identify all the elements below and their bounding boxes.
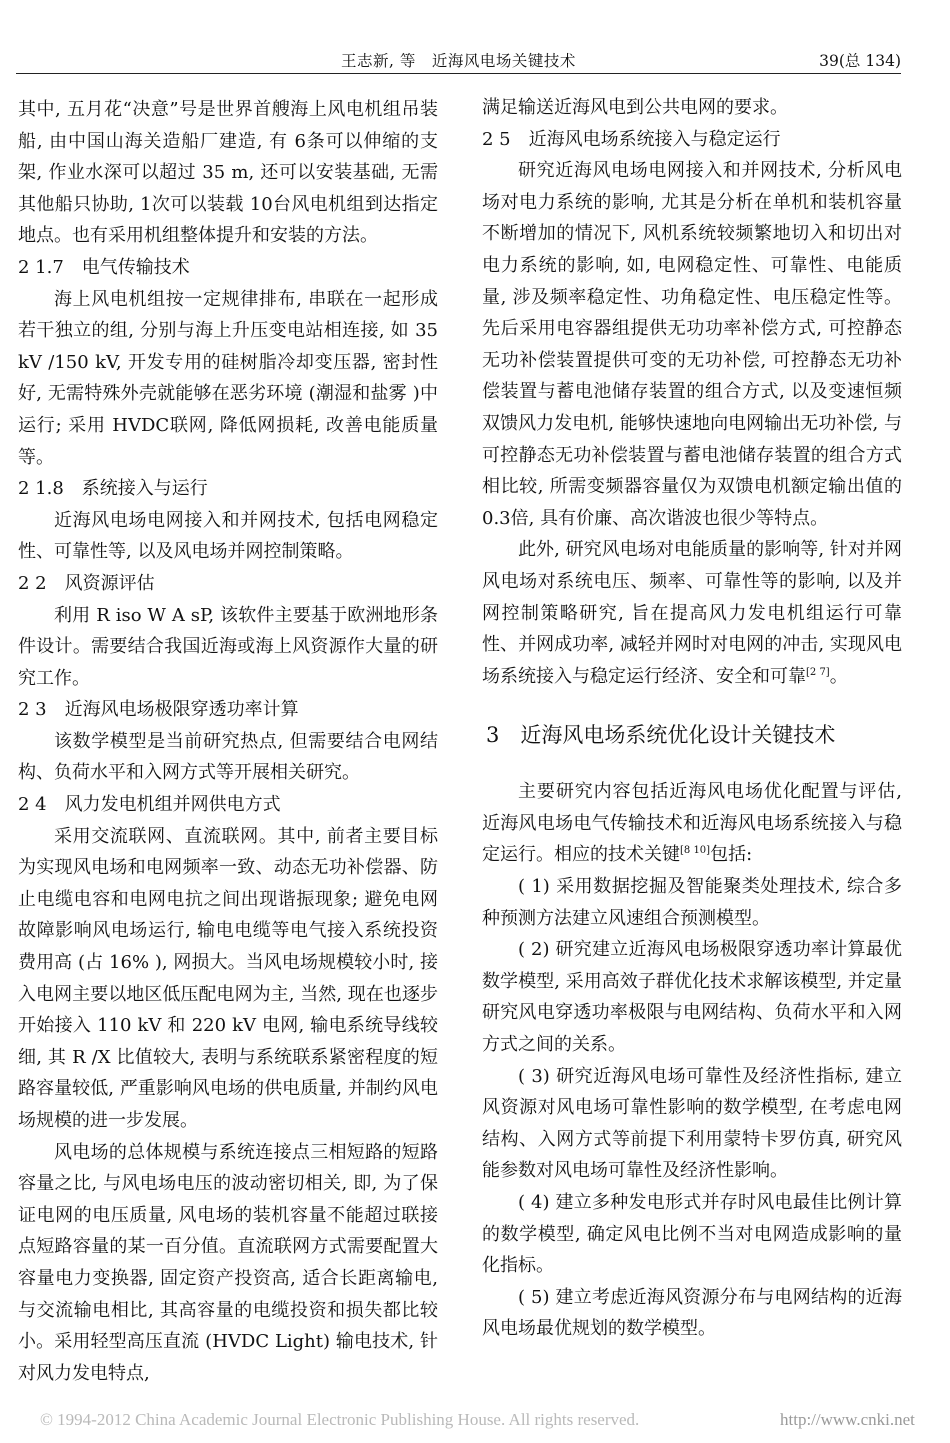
citation: [8 10] bbox=[680, 845, 711, 857]
paragraph-end: 。 bbox=[829, 665, 848, 687]
section-heading-2-2: 2 2 风资源评估 bbox=[18, 572, 155, 594]
section-heading-2-1-8: 2 1.8 系统接入与运行 bbox=[18, 478, 208, 500]
citation: [2 7] bbox=[806, 666, 830, 678]
paragraph: 风电场的总体规模与系统连接点三相短路的短路容量之比, 与风电场电压的波动密切相关, 即, 为了保证电网的电压质量, 风电场的装机容量不能超过联接点短路容量的某一百分值。直流联网方式需要配置大容量电力变换器, 固定资产投资高, 适合长距离输电, 与交流输电相比, 其高容量的电缆投资和损失都比较小。采用轻型高压直流 (HVDC Light) 输电技术, 针对风力发电特点, bbox=[18, 1141, 438, 1384]
paragraph-text: 此外, 研究风电场对电能质量的影响等, 针对并网风电场对系统电压、频率、可靠性等的影响, 以及并网控制策略研究, 旨在提高风力发电机组运行可靠性、并网成功率, 减轻并网时对电网的冲击, 实现风电场系统接入与稳定运行经济、安全和可靠 bbox=[482, 539, 902, 687]
right-column bbox=[482, 92, 902, 1345]
paragraph: 满足输送近海风电到公共电网的要求。 bbox=[482, 97, 788, 118]
list-item-1: ( 1) 采用数据挖掘及智能聚类处理技术, 综合多种预测方法建立风速组合预测模型。 bbox=[482, 876, 902, 929]
paragraph: 研究近海风电场电网接入和并网技术, 分析风电场对电力系统的影响, 尤其是分析在单机和装机容量不断增加的情况下, 风机系统较频繁地切入和切出对电力系统的影响, 如, 电网稳定性、可靠性、电能质量, 涉及频率稳定性、功角稳定性、电压稳定性等。先后采用电容器组提供无功功率补偿方式, 可控静态无功补偿装置提供可变的无功补偿, 可控静态无功补偿装置与蓄电池储存装置的组合方式, 以及变速恒频双馈风力发电机, 能够快速地向电网输出无功补偿, 与可控静态无功补偿装置与蓄电池储存装置的组合方式相比较, 所需变频器容量仅为双馈电机额定输出值的 0.3倍, 具有价廉、高次谐波也很少等特点。 bbox=[482, 160, 902, 529]
copyright-text: © 1994-2012 China Academic Journal Electronic Publishing House. All rights reserved. bbox=[40, 1410, 640, 1429]
section-heading-3: 3 近海风电场系统优化设计关键技术 bbox=[486, 723, 836, 748]
page-number: 39(总 134) bbox=[819, 52, 901, 70]
paragraph-end: 包括: bbox=[710, 844, 753, 866]
list-item-3: ( 3) 研究近海风电场可靠性及经济性指标, 建立风资源对风电场可靠性影响的数学模型, 在考虑电网结构、入网方式等前提下利用蒙特卡罗仿真, 研究风能参数对风电场可靠性及经济性影响。 bbox=[482, 1065, 902, 1182]
paragraph: 海上风电机组按一定规律排布, 串联在一起形成若干独立的组, 分别与海上升压变电站相连接, 如 35 kV /150 kV, 开发专用的硅树脂冷却变压器, 密封性好, 无需特殊外壳就能够在恶劣环境 (潮湿和盐雾 )中运行; 采用 HVDC联网, 降低网损耗, 改善电能质量等。 bbox=[18, 288, 438, 468]
page-header bbox=[16, 45, 901, 74]
paragraph-text: 主要研究内容包括近海风电场优化配置与评估, 近海风电场电气传输技术和近海风电场系统接入与稳定运行。相应的技术关键 bbox=[482, 781, 902, 866]
section-heading-2-3: 2 3 近海风电场极限穿透功率计算 bbox=[18, 699, 299, 721]
list-item-2: ( 2) 研究建立近海风电场极限穿透功率计算最优数学模型, 采用高效子群优化技术求解该模型, 并定量研究风电穿透功率极限与电网结构、负荷水平和入网方式之间的关系。 bbox=[482, 939, 902, 1056]
paragraph bbox=[482, 534, 902, 692]
cnki-url: http://www.cnki.net bbox=[780, 1410, 915, 1429]
copyright-footer bbox=[40, 1410, 950, 1430]
section-heading-2-5: 2 5 近海风电场系统接入与稳定运行 bbox=[482, 128, 781, 150]
section-heading-2-1-7: 2 1.7 电气传输技术 bbox=[18, 256, 190, 278]
paragraph: 其中, 五月花“决意”号是世界首艘海上风电机组吊装船, 由中国山海关造船厂建造, 有 6条可以伸缩的支架, 作业水深可以超过 35 m, 还可以安装基础, 无需其他船只协助, 1次可以装载 10台风电机组到达指定地点。也有采用机组整体提升和安装的方法。 bbox=[18, 99, 438, 247]
list-item-4: ( 4) 建立多种发电形式并存时风电最佳比例计算的数学模型, 确定风电比例不当对电网造成影响的量化指标。 bbox=[482, 1192, 902, 1277]
list-item-5: ( 5) 建立考虑近海风资源分布与电网结构的近海风电场最优规划的数学模型。 bbox=[482, 1286, 902, 1340]
section-heading-2-4: 2 4 风力发电机组并网供电方式 bbox=[18, 794, 281, 816]
paragraph: 近海风电场电网接入和并网技术, 包括电网稳定性、可靠性等, 以及风电场并网控制策略。 bbox=[18, 509, 438, 563]
paragraph bbox=[482, 776, 902, 871]
left-column bbox=[18, 94, 438, 1389]
running-title: 王志新, 等 近海风电场关键技术 bbox=[341, 52, 576, 70]
paragraph: 采用交流联网、直流联网。其中, 前者主要目标为实现风电场和电网频率一致、动态无功补偿器、防止电缆电容和电网电抗之间出现谐振现象; 避免电网故障影响风电场运行, 输电电缆等电气接入系统投资费用高 (占 16% ), 网损大。当风电场规模较小时, 接入电网主要以地区低压配电网为主, 当然, 现在也逐步开始接入 110 kV 和 220 kV 电网, 输电系统导线较细, 其 R /X 比值较大, 表明与系统联系紧密程度的短路容量较低, 严重影响风电场的供电质量, 并制约风电场规模的进一步发展。 bbox=[18, 825, 438, 1131]
paragraph: 利用 R iso W A sP, 该软件主要基于欧洲地形条件设计。需要结合我国近海或海上风资源作大量的研究工作。 bbox=[18, 604, 438, 689]
paragraph: 该数学模型是当前研究热点, 但需要结合电网结构、负荷水平和入网方式等开展相关研究。 bbox=[18, 730, 438, 784]
